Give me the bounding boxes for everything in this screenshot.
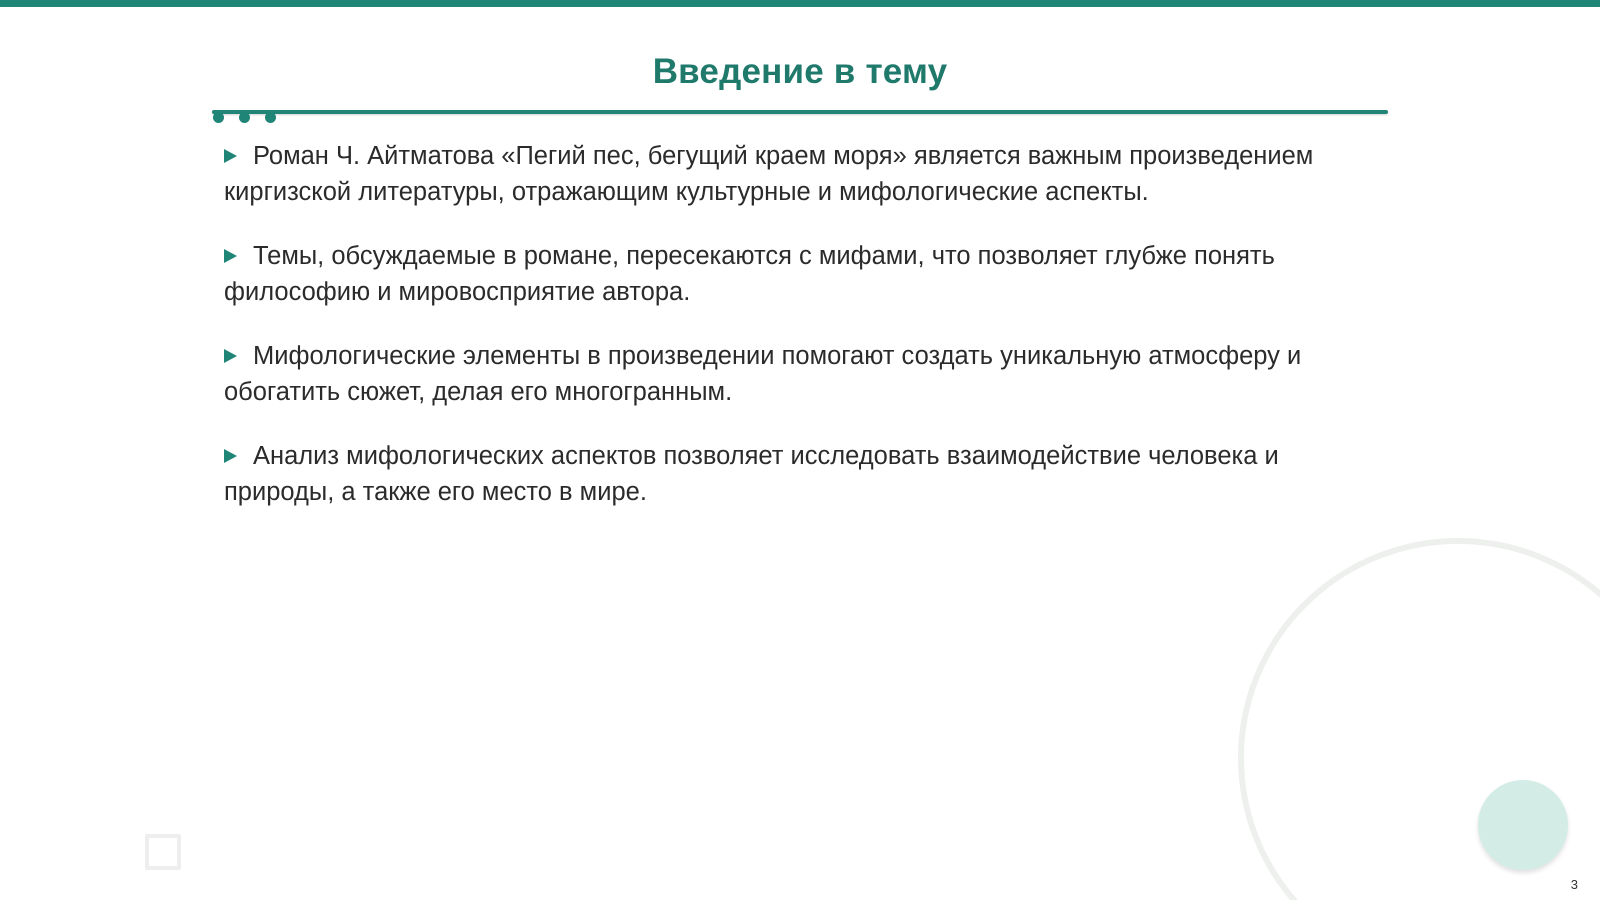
decor-square	[145, 834, 181, 870]
triangle-right-icon	[224, 149, 237, 163]
bullet-item	[224, 338, 1374, 410]
bullet-text: Роман Ч. Айтматова «Пегий пес, бегущий краем моря» является важным произведением киргизской литературы, отражающим культурные и мифологические аспекты.	[224, 142, 1314, 206]
bullet-text: Темы, обсуждаемые в романе, пересекаются с мифами, что позволяет глубже понять философию и мировосприятие автора.	[224, 242, 1275, 306]
bullet-item	[224, 238, 1374, 310]
bullet-item	[224, 138, 1374, 210]
bullet-item	[224, 438, 1374, 510]
triangle-right-icon	[224, 449, 237, 463]
title-underline	[212, 110, 1388, 114]
slide-title: Введение в тему	[652, 52, 948, 91]
page-number: 3	[1570, 877, 1578, 892]
decor-dot	[213, 112, 224, 123]
decor-circle	[1478, 780, 1568, 870]
decor-dot	[265, 112, 276, 123]
bullet-text: Мифологические элементы в произведении помогают создать уникальную атмосферу и обогатить сюжет, делая его многогранным.	[224, 342, 1302, 406]
decor-dot	[239, 112, 250, 123]
top-accent-bar	[0, 0, 1600, 7]
triangle-right-icon	[224, 349, 237, 363]
bullet-text: Анализ мифологических аспектов позволяет исследовать взаимодействие человека и природы, а также его место в мире.	[224, 442, 1279, 506]
triangle-right-icon	[224, 249, 237, 263]
bullet-list	[224, 138, 1374, 538]
